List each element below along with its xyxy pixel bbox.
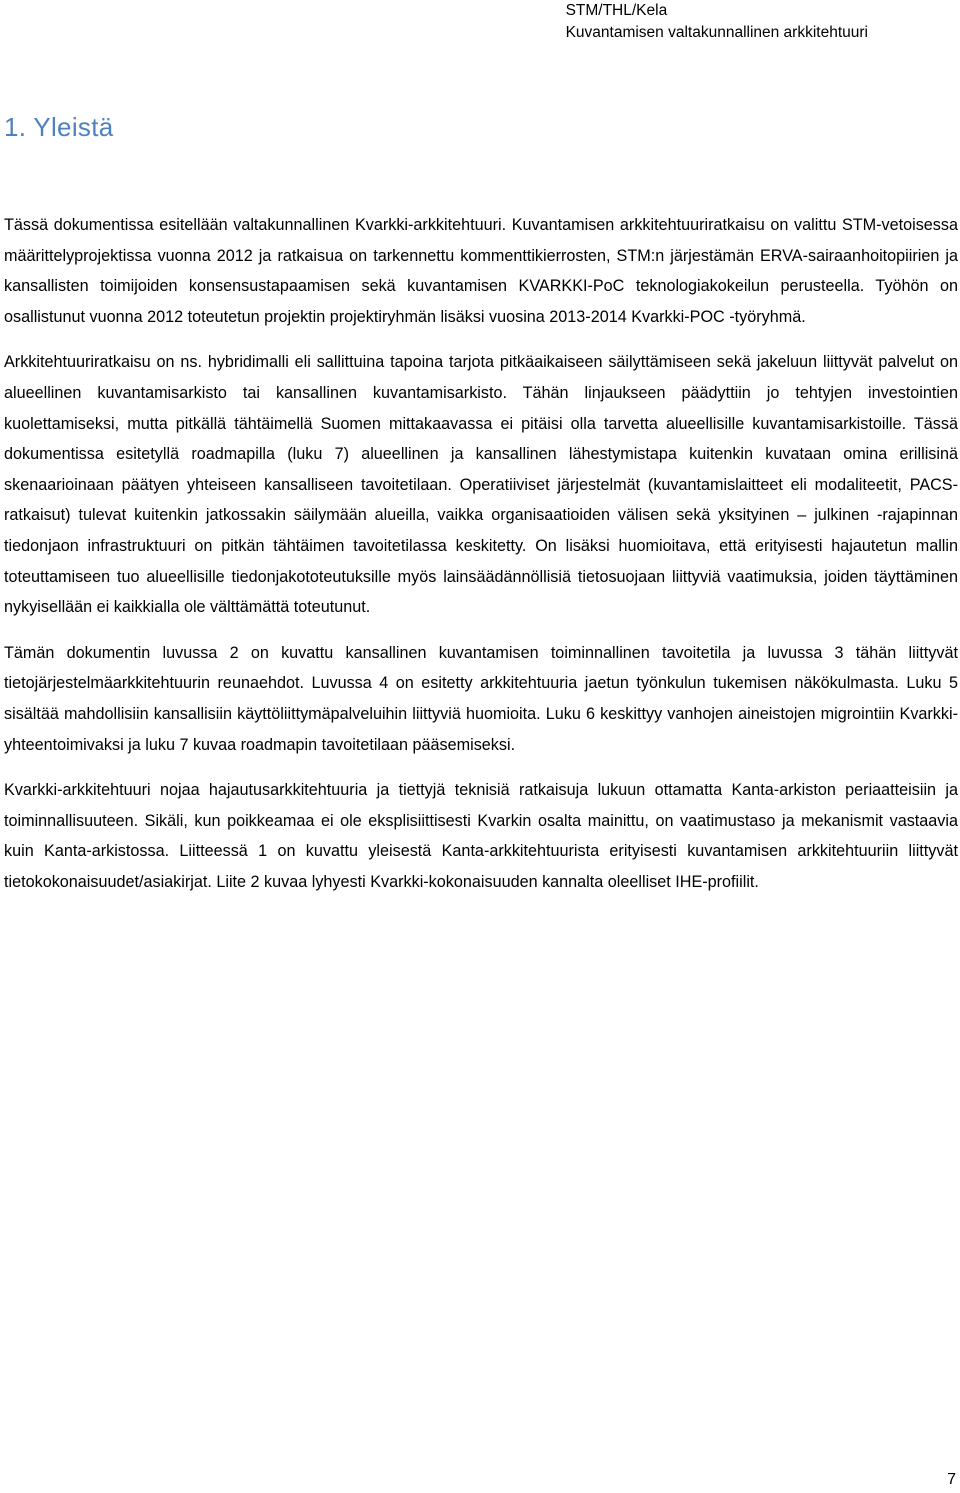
page-number: 7 — [947, 1471, 956, 1488]
header-organization: STM/THL/Kela — [565, 2, 668, 19]
section-heading: 1. Yleistä — [4, 112, 114, 142]
header-document-title: Kuvantamisen valtakunnallinen arkkitehtuuri — [565, 24, 868, 41]
paragraph-4: Kvarkki-arkkitehtuuri nojaa hajautusarkkitehtuuria ja tiettyjä teknisiä ratkaisuja lukuun ottamatta Kanta-arkiston periaatteisiin ja toiminnallisuuteen. Sikäli, kun poikkeamaa ei ole eksplisiittisesti Kvarkin osalta mainittu, on vaatimustaso ja mekanismit vastaavia kuin Kanta-arkistossa. Liitteessä 1 on kuvattu yleisestä Kanta-arkkitehtuurista erityisesti kuvantamisen arkkitehtuuriin liittyvät tietokokonaisuudet/asiakirjat. Liite 2 kuvaa lyhyesti Kvarkki-kokonaisuuden kannalta oleelliset IHE-profiilit. — [4, 781, 958, 891]
paragraph-3: Tämän dokumentin luvussa 2 on kuvattu kansallinen kuvantamisen toiminnallinen tavoitetila ja luvussa 3 tähän liittyvät tietojärjestelmäarkkitehtuurin reunaehdot. Luvussa 4 on esitetty arkkitehtuuria jaetun työnkulun tukemisen näkökulmasta. Luku 5 sisältää mahdollisiin kansallisiin käyttöliittymäpalveluihin liittyviä huomioita. Luku 6 keskittyy vanhojen aineistojen migrointiin Kvarkki-yhteentoimivaksi ja luku 7 kuvaa roadmapin tavoitetilaan pääsemiseksi. — [4, 643, 958, 754]
paragraph-1: Tässä dokumentissa esitellään valtakunnallinen Kvarkki-arkkitehtuuri. Kuvantamisen arkkitehtuuriratkaisu on valittu STM-vetoisessa määrittelyprojektissa vuonna 2012 ja ratkaisua on tarkennettu kommenttikierrosten, STM:n järjestämän ERVA-sairaanhoitopiirien ja kansallisten toimijoiden konsensustapaamisen sekä kuvantamisen KVARKKI-PoC teknologiakokeilun perusteella. Työhön on osallistunut vuonna 2012 toteutetun projektin projektiryhmän lisäksi vuosina 2013-2014 Kvarkki-POC -työryhmä. — [4, 216, 958, 326]
paragraph-2: Arkkitehtuuriratkaisu on ns. hybridimalli eli sallittuina tapoina tarjota pitkäaikaiseen säilyttämiseen sekä jakeluun liittyvät palvelut on alueellinen kuvantamisarkisto tai kansallinen kuvantamisarkisto. Tähän linjaukseen päädyttiin jo tehtyjen investointien kuolettamiseksi, mutta pitkällä tähtäimellä Suomen mittakaavassa ei pitäisi olla tarvetta alueellisille kuvantamisarkistoille. Tässä dokumentissa esitetyllä roadmapilla (luku 7) alueellinen ja kansallinen lähestymistapa kuitenkin kuvataan omina erillisinä skenaarioinaan päätyen yhteiseen kansalliseen tavoitetilaan. Operatiiviset järjestelmät (kuvantamislaitteet eli modaliteetit, PACS-ratkaisut) tulevat kuitenkin jatkossakin säilymään alueilla, vaikka organisaatioiden välisen sekä yksityinen – julkinen -rajapinnan tiedonjaon infrastruktuuri on pitkän tähtäimen tavoitetilassa keskitetty. On lisäksi huomioitava, että erityisesti hajautetun mallin toteuttamiseen tuo alueellisille tiedonjakototeutuksille myös lainsäädännöllisiä tietosuojaan liittyviä vaatimuksia, joiden täyttäminen nykyisellään ei kaikkialla ole välttämättä toteutunut. — [4, 353, 958, 617]
page-header — [566, 0, 868, 44]
body-text — [4, 210, 958, 912]
